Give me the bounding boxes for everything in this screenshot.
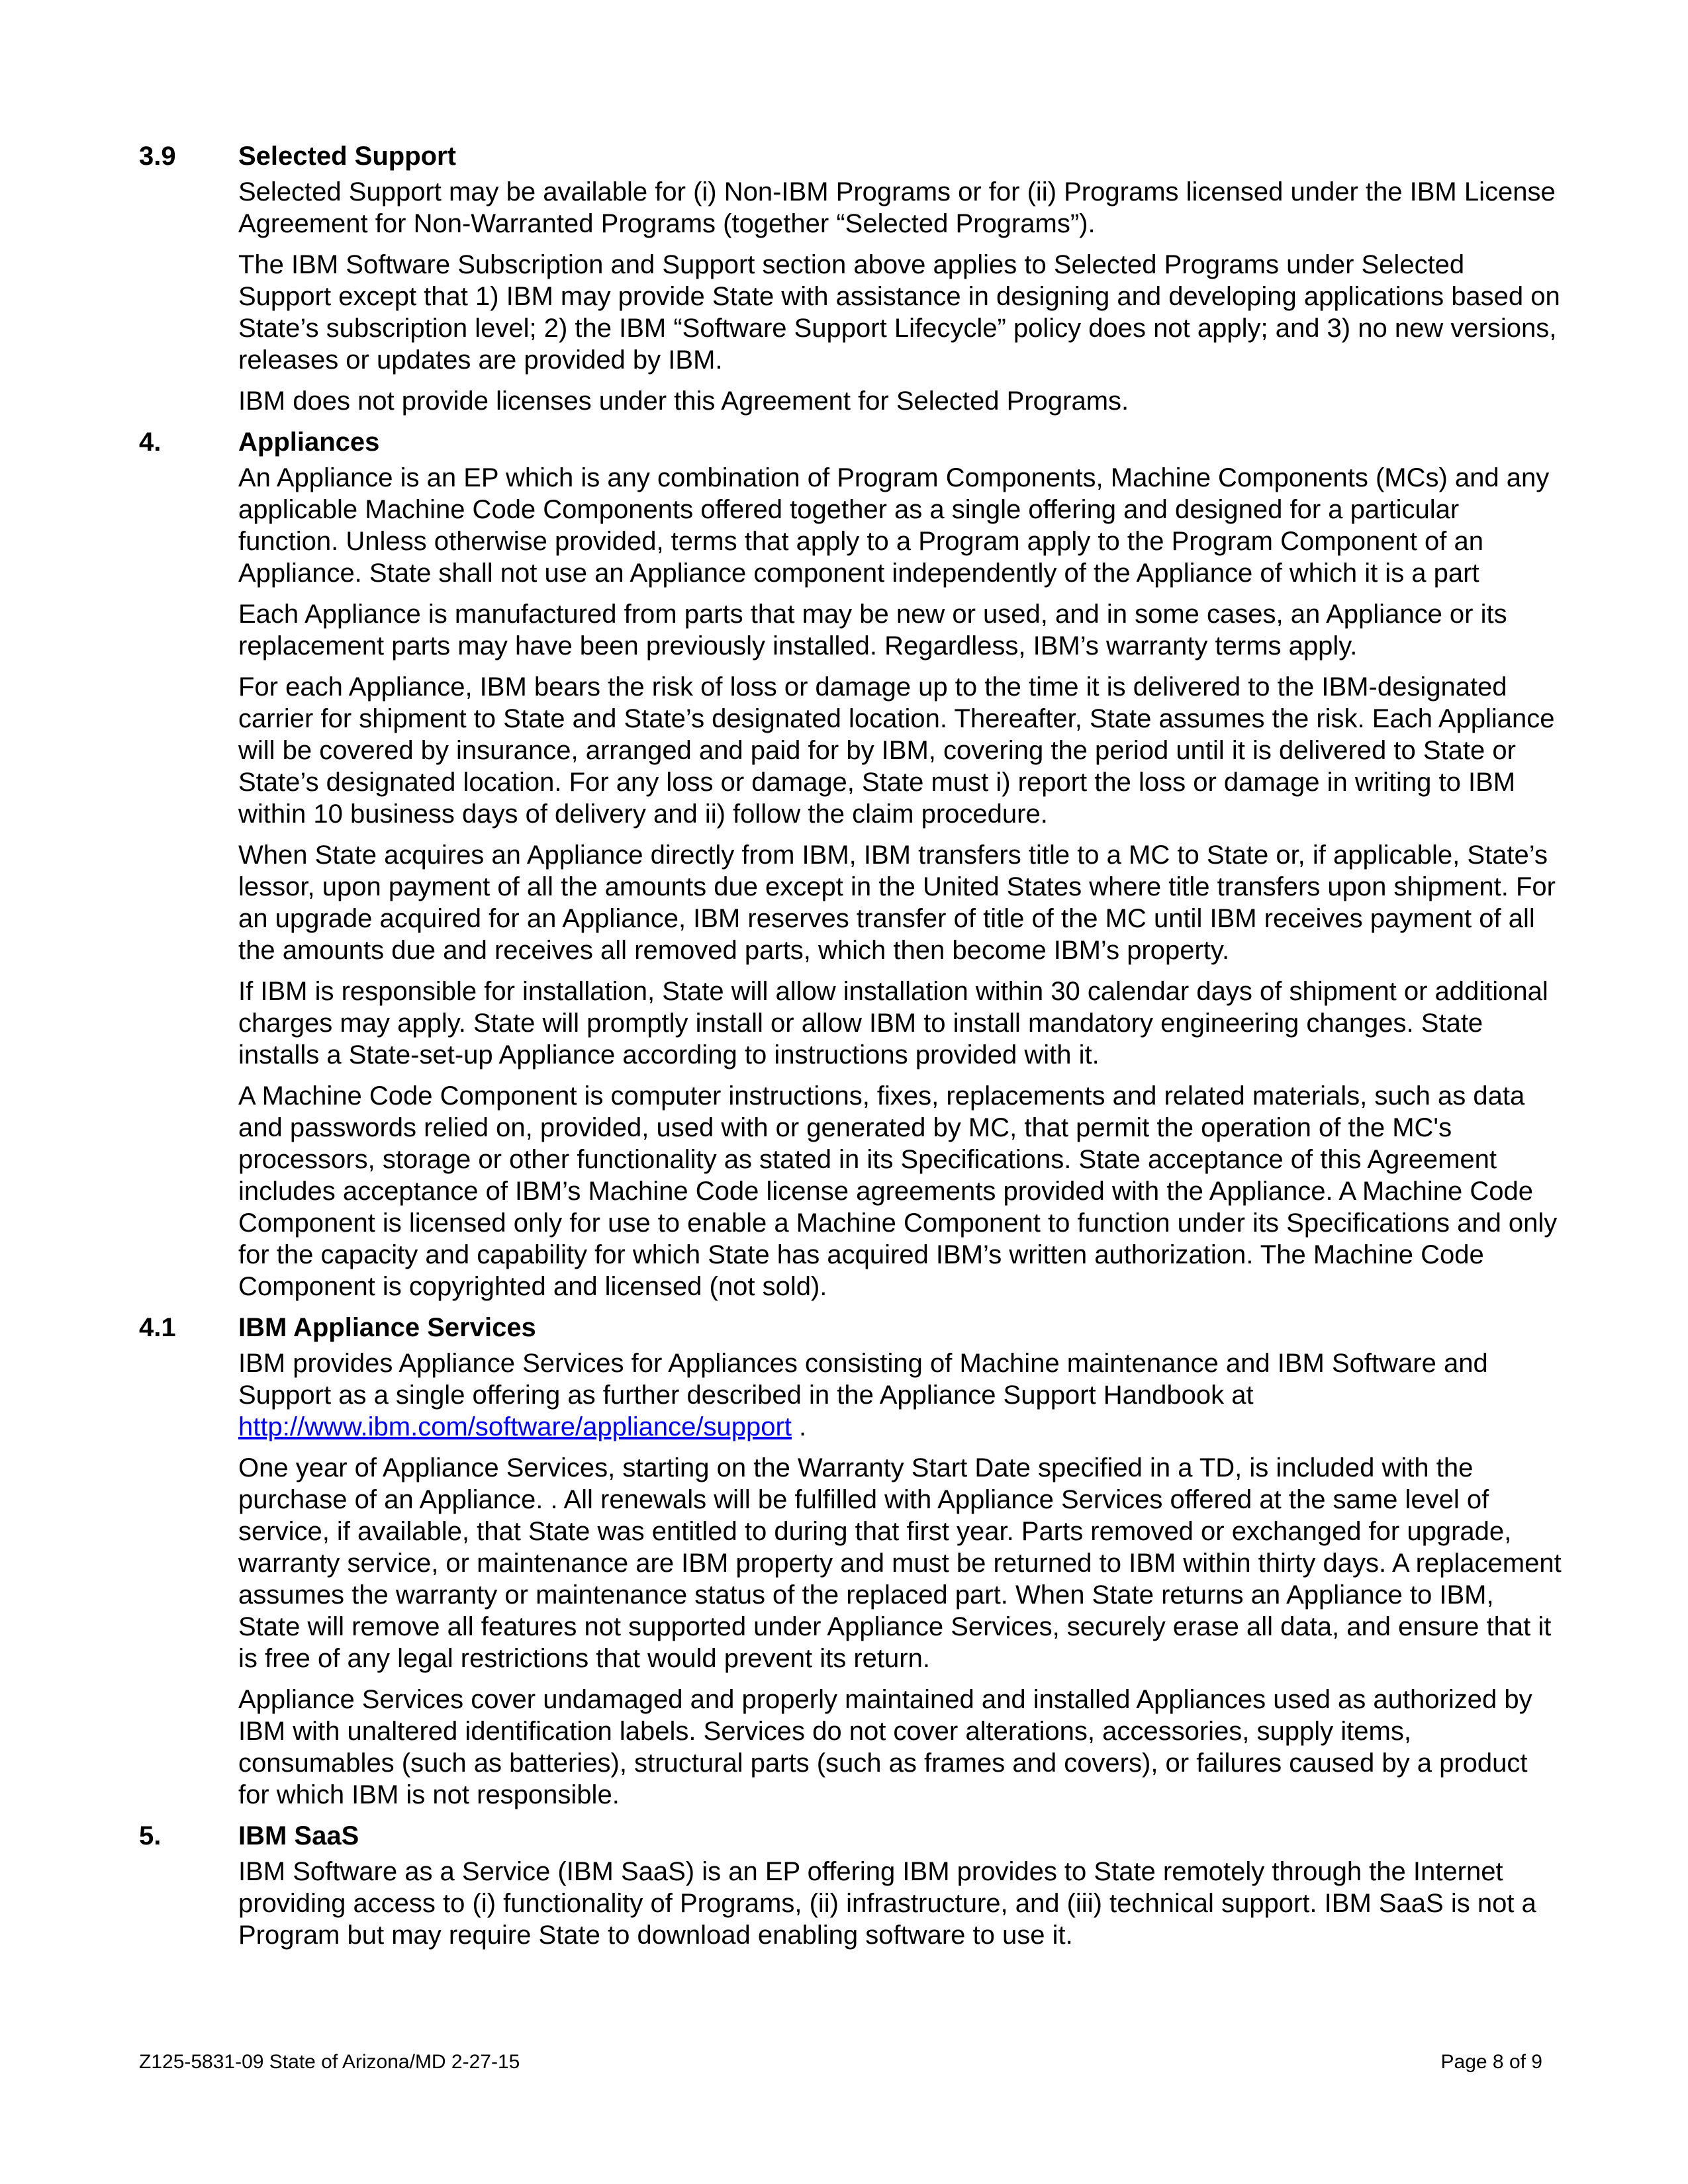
paragraph: Selected Support may be available for (i) Non-IBM Programs or for (ii) Programs licensed under the IBM License Agreement for Non-Warranted Programs (together “Selected Programs”).	[238, 177, 1556, 238]
paragraph-text: IBM provides Appliance Services for Appliances consisting of Machine maintenance and IBM Software and Support as a single offering as further described in the Appliance Support Handbook at	[238, 1349, 1488, 1410]
section-heading	[139, 426, 1572, 462]
appliance-support-link[interactable]: http://www.ibm.com/software/appliance/support	[238, 1412, 792, 1441]
document-body	[139, 140, 1572, 1960]
section-number: 4.	[139, 428, 162, 457]
paragraph-text-end: .	[791, 1412, 807, 1441]
paragraph: A Machine Code Component is computer instructions, fixes, replacements and related materials, such as data and passwords relied on, provided, used with or generated by MC, that permit the operation of the MC's processors, storage or other functionality as stated in its Specifications. State acceptance of this Agreement includes acceptance of IBM’s Machine Code license agreements provided with the Appliance. A Machine Code Component is licensed only for use to enable a Machine Component to function under its Specifications and only for the capacity and capability for which State has acquired IBM’s written authorization. The Machine Code Component is copyrighted and licensed (not sold).	[238, 1081, 1558, 1301]
section-title: IBM Appliance Services	[238, 1313, 536, 1342]
section-4	[139, 426, 1572, 1302]
paragraph: If IBM is responsible for installation, State will allow installation within 30 calendar days of shipment or additional charges may apply. State will promptly install or allow IBM to install mandatory engineering changes. State installs a State-set-up Appliance according to instructions provided with it.	[238, 977, 1548, 1069]
section-3-9	[139, 140, 1572, 417]
section-number: 3.9	[139, 142, 176, 171]
paragraph: One year of Appliance Services, starting on the Warranty Start Date specified in a TD, is included with the purchase of an Appliance. . All renewals will be fulfilled with Appliance Services offered at the same level of service, if available, that State was entitled to during that first year. Parts removed or exchanged for upgrade, warranty service, or maintenance are IBM property and must be returned to IBM within thirty days. A replacement assumes the warranty or maintenance status of the replaced part. When State returns an Appliance to IBM, State will remove all features not supported under Appliance Services, securely erase all data, and ensure that it is free of any legal restrictions that would prevent its return.	[238, 1453, 1562, 1673]
section-heading	[139, 140, 1572, 176]
paragraph: For each Appliance, IBM bears the risk of loss or damage up to the time it is delivered to the IBM-designated carrier for shipment to State and State’s designated location. Thereafter, State assumes the risk. Each Appliance will be covered by insurance, arranged and paid for by IBM, covering the period until it is delivered to State or State’s designated location. For any loss or damage, State must i) report the loss or damage in writing to IBM within 10 business days of delivery and ii) follow the claim procedure.	[238, 672, 1555, 829]
paragraph: When State acquires an Appliance directly from IBM, IBM transfers title to a MC to State or, if applicable, State’s lessor, upon payment of all the amounts due except in the United States where title transfers upon shipment. For an upgrade acquired for an Appliance, IBM reserves transfer of title of the MC until IBM receives payment of all the amounts due and receives all removed parts, which then become IBM’s property.	[238, 841, 1556, 965]
paragraph: Each Appliance is manufactured from parts that may be new or used, and in some cases, an Appliance or its replacement parts may have been previously installed. Regardless, IBM’s warranty terms apply.	[238, 600, 1507, 660]
section-4-1	[139, 1312, 1572, 1811]
section-heading	[139, 1312, 1572, 1347]
section-title: IBM SaaS	[238, 1821, 359, 1850]
page-footer	[139, 2050, 1542, 2077]
section-5	[139, 1820, 1572, 1951]
section-number: 5.	[139, 1821, 162, 1850]
section-heading	[139, 1820, 1572, 1856]
document-id: Z125-5831-09 State of Arizona/MD 2-27-15	[139, 2051, 520, 2073]
section-title: Appliances	[238, 428, 380, 457]
section-number: 4.1	[139, 1313, 176, 1342]
paragraph: The IBM Software Subscription and Support section above applies to Selected Programs under Selected Support except that 1) IBM may provide State with assistance in designing and developing applications based on State’s subscription level; 2) the IBM “Software Support Lifecycle” policy does not apply; and 3) no new versions, releases or updates are provided by IBM.	[238, 250, 1560, 375]
paragraph: IBM does not provide licenses under this Agreement for Selected Programs.	[238, 387, 1129, 416]
paragraph-with-link	[238, 1347, 1562, 1443]
paragraph: Appliance Services cover undamaged and properly maintained and installed Appliances used as authorized by IBM with unaltered identification labels. Services do not cover alterations, accessories, supply items, consumables (such as batteries), structural parts (such as frames and covers), or failures caused by a product for which IBM is not responsible.	[238, 1685, 1532, 1809]
paragraph: An Appliance is an EP which is any combination of Program Components, Machine Components (MCs) and any applicable Machine Code Components offered together as a single offering and designed for a particular function. Unless otherwise provided, terms that apply to a Program apply to the Program Component of an Appliance. State shall not use an Appliance component independently of the Appliance of which it is a part	[238, 463, 1550, 588]
paragraph: IBM Software as a Service (IBM SaaS) is an EP offering IBM provides to State remotely through the Internet providing access to (i) functionality of Programs, (ii) infrastructure, and (iii) technical support. IBM SaaS is not a Program but may require State to download enabling software to use it.	[238, 1857, 1536, 1950]
page-number: Page 8 of 9	[1440, 2051, 1542, 2073]
section-title: Selected Support	[238, 142, 456, 171]
